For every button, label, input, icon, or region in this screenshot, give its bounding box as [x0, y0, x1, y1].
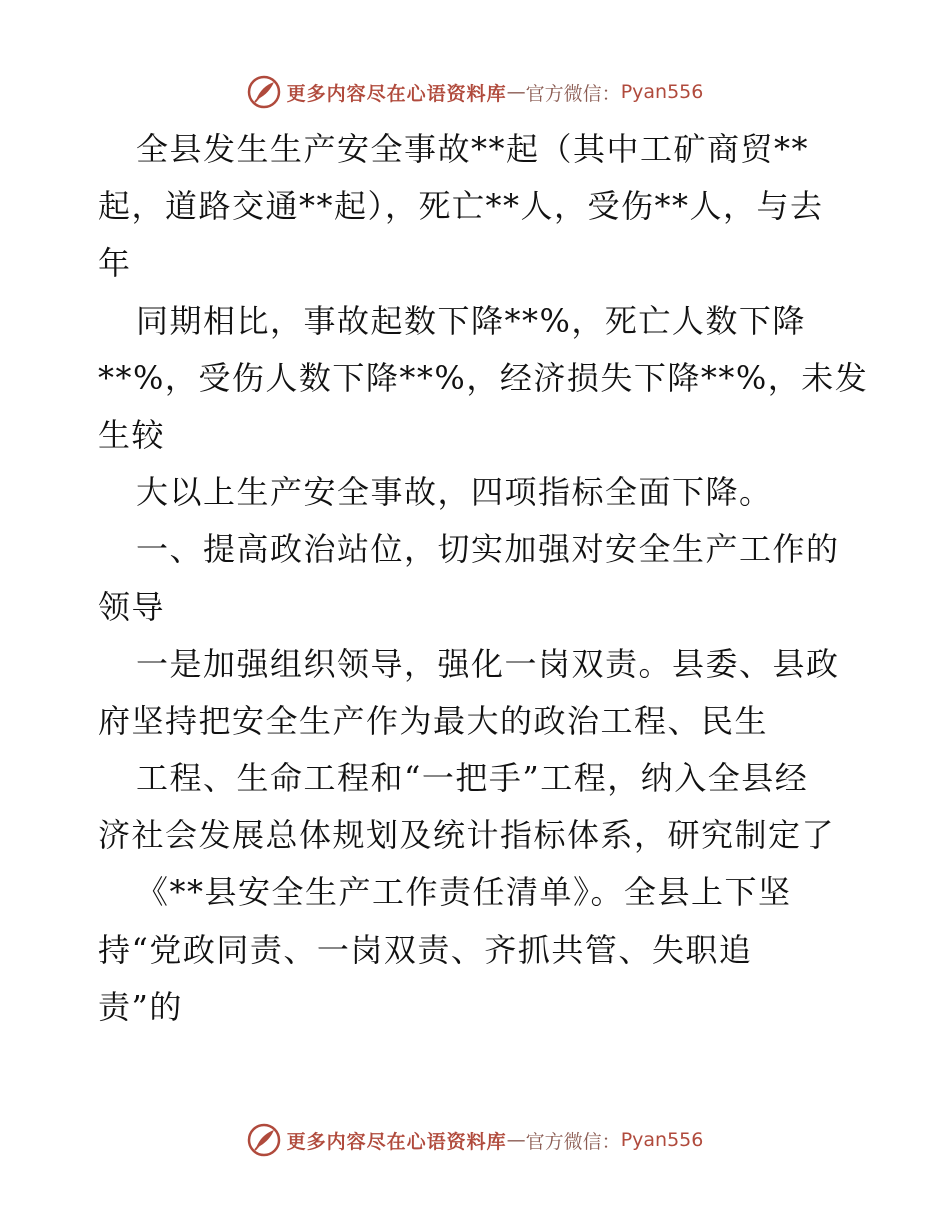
watermark-separator: — [506, 81, 526, 103]
watermark-title: 更多内容尽在心语资料库 [286, 1130, 507, 1153]
text-line: 年 [98, 244, 132, 283]
section-heading: 领导 [98, 587, 166, 626]
text-line: 工程、生命工程和“一把手”工程，纳入全县经 [136, 759, 809, 798]
text-line: 生较 [98, 415, 166, 454]
watermark-wechat-id: Pyan556 [620, 81, 704, 103]
document-body [98, 121, 869, 1036]
text-line: 同期相比，事故起数下降**%，死亡人数下降 [136, 301, 806, 340]
watermark-separator: — [506, 1129, 526, 1151]
feather-pen-logo-icon [247, 1123, 281, 1157]
text-line: **%，受伤人数下降**%，经济损失下降**%，未发 [98, 358, 869, 397]
header-watermark [0, 72, 950, 112]
text-line: 《**县安全生产工作责任清单》。全县上下坚 [136, 873, 792, 912]
text-line: 府坚持把安全生产作为最大的政治工程、民生 [98, 701, 769, 740]
text-line: 起，道路交通**起），死亡**人，受伤**人，与去 [98, 187, 824, 226]
text-line: 持“党政同责、一岗双责、齐抓共管、失职追 [98, 930, 753, 969]
text-line: 济社会发展总体规划及统计指标体系，研究制定了 [98, 816, 836, 855]
section-heading: 一、提高政治站位，切实加强对安全生产工作的 [136, 530, 840, 569]
watermark-wechat-id: Pyan556 [620, 1129, 704, 1151]
text-line: 一是加强组织领导，强化一岗双责。县委、县政 [136, 644, 840, 683]
footer-watermark [0, 1120, 950, 1160]
text-line: 大以上生产安全事故，四项指标全面下降。 [136, 473, 773, 512]
text-line: 全县发生生产安全事故**起（其中工矿商贸** [136, 130, 810, 168]
watermark-title: 更多内容尽在心语资料库 [286, 82, 507, 105]
text-line: 责”的 [98, 987, 183, 1026]
watermark-wechat-label: 官方微信： [525, 1130, 621, 1153]
feather-pen-logo-icon [247, 75, 281, 109]
watermark-wechat-label: 官方微信： [525, 82, 621, 105]
